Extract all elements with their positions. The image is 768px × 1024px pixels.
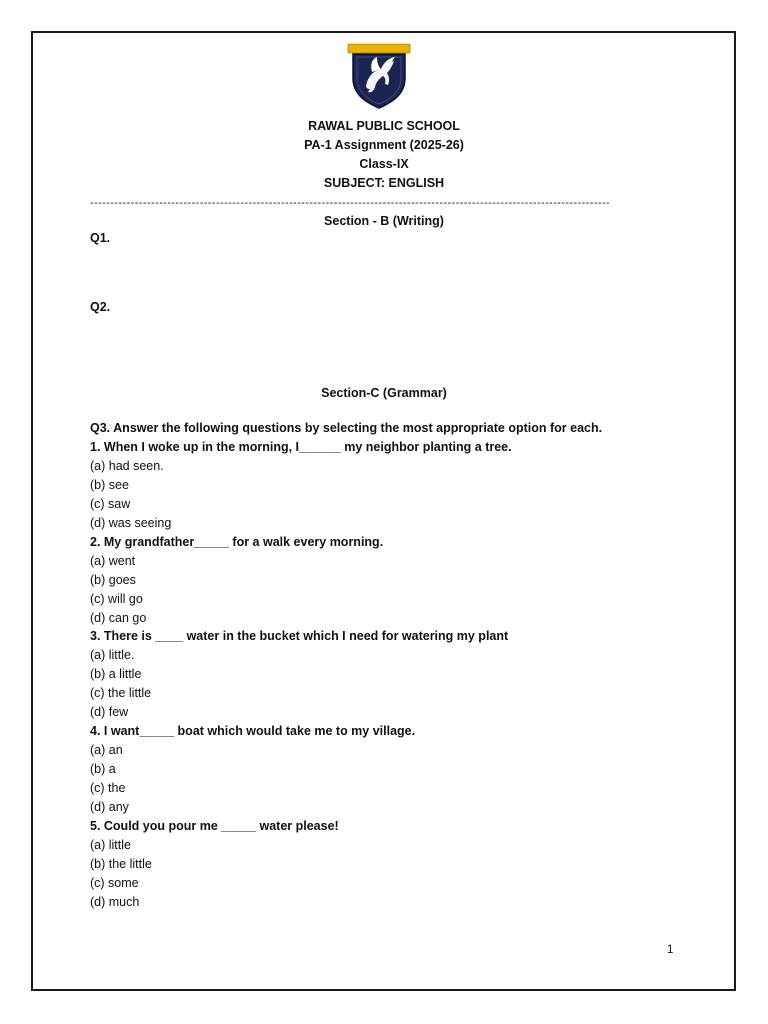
option-1a: (a) had seen. <box>90 458 164 473</box>
assignment-title: PA-1 Assignment (2025-26) <box>304 138 464 152</box>
class-label: Class-IX <box>359 157 409 171</box>
option-4b: (b) a <box>90 762 116 777</box>
option-3d: (d) few <box>90 705 129 720</box>
option-5c: (c) some <box>90 875 139 890</box>
page-number: 1 <box>667 944 674 956</box>
option-2d: (d) can go <box>90 610 147 625</box>
question-5: 5. Could you pour me _____ water please! <box>90 819 339 834</box>
option-5d: (d) much <box>90 894 140 909</box>
option-2a: (a) went <box>90 553 136 568</box>
option-2b: (b) goes <box>90 572 136 587</box>
question-1: 1. When I woke up in the morning, I______ my neighbor planting a tree. <box>90 439 512 454</box>
q1-label: Q1. <box>90 231 111 245</box>
option-1c: (c) saw <box>90 496 131 511</box>
option-3a: (a) little. <box>90 648 135 663</box>
option-2c: (c) will go <box>90 591 143 606</box>
dashed-separator: -------------------------------------------------------------------------------------------------------------------------------- <box>90 197 611 209</box>
section-c-heading: Section-C (Grammar) <box>321 386 447 400</box>
question-4: 4. I want_____ boat which would take me to my village. <box>90 724 416 739</box>
q2-label: Q2. <box>90 300 111 314</box>
q3-instruction: Q3. Answer the following questions by selecting the most appropriate option for each. <box>90 421 603 435</box>
option-4c: (c) the <box>90 781 126 796</box>
option-4d: (d) any <box>90 800 129 815</box>
option-5b: (b) the little <box>90 856 152 871</box>
school-name: RAWAL PUBLIC SCHOOL <box>308 119 460 133</box>
option-1b: (b) see <box>90 477 129 492</box>
option-1d: (d) was seeing <box>90 515 172 530</box>
question-3: 3. There is ____ water in the bucket which I need for watering my plant <box>90 629 509 644</box>
school-logo <box>346 42 412 110</box>
option-3c: (c) the little <box>90 686 152 701</box>
section-b-heading: Section - B (Writing) <box>324 214 444 228</box>
subject-label: SUBJECT: ENGLISH <box>323 176 445 190</box>
option-3b: (b) a little <box>90 667 142 682</box>
question-2: 2. My grandfather_____ for a walk every morning. <box>90 534 384 549</box>
option-4a: (a) an <box>90 743 123 758</box>
option-5a: (a) little <box>90 837 131 852</box>
grammar-questions <box>90 419 690 912</box>
